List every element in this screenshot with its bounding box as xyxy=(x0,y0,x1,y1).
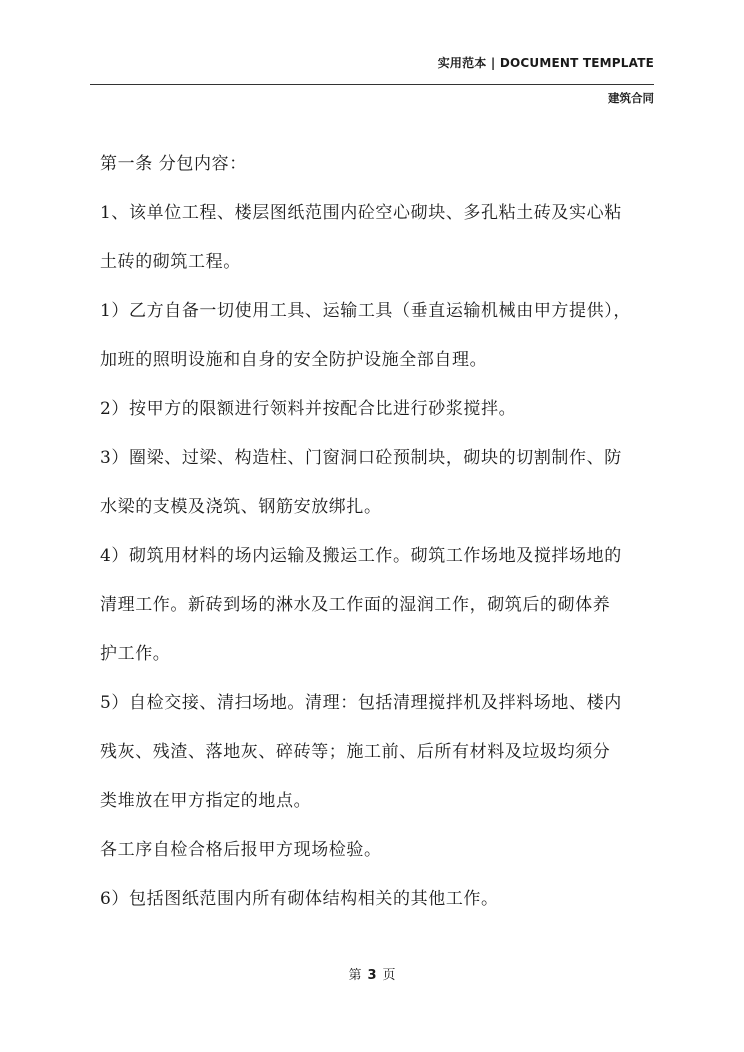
page-header xyxy=(90,50,654,85)
footer-prefix: 第 xyxy=(348,968,362,983)
page-footer xyxy=(0,964,744,983)
body-line: 清理工作。新砖到场的淋水及工作面的湿润工作，砌筑后的砌体养 xyxy=(100,595,611,615)
body-line: 水梁的支模及浇筑、钢筋安放绑扎。 xyxy=(100,497,382,517)
body-line: 加班的照明设施和自身的安全防护设施全部自理。 xyxy=(100,350,488,370)
header-title: 实用范本 | DOCUMENT TEMPLATE xyxy=(437,56,654,70)
body-line: 类堆放在甲方指定的地点。 xyxy=(100,791,312,811)
body-line: 2）按甲方的限额进行领料并按配合比进行砂浆搅拌。 xyxy=(100,399,517,419)
body-line: 3）圈梁、过梁、构造柱、门窗洞口砼预制块，砌块的切割制作、防 xyxy=(100,448,622,468)
body-line: 各工序自检合格后报甲方现场检验。 xyxy=(100,840,382,860)
footer-suffix: 页 xyxy=(382,968,396,983)
body-line: 护工作。 xyxy=(100,644,171,664)
body-line: 1、该单位工程、楼层图纸范围内砼空心砌块、多孔粘土砖及实心粘 xyxy=(100,203,622,223)
document-body xyxy=(100,140,656,924)
body-line: 4）砌筑用材料的场内运输及搬运工作。砌筑工作场地及搅拌场地的 xyxy=(100,546,622,566)
body-line: 5）自检交接、清扫场地。清理：包括清理搅拌机及拌料场地、楼内 xyxy=(100,693,622,713)
header-subtitle: 建筑合同 xyxy=(608,91,654,105)
body-line: 1）乙方自备一切使用工具、运输工具（垂直运输机械由甲方提供）， xyxy=(100,301,631,321)
section-heading: 第一条 分包内容： xyxy=(100,154,247,174)
page-number: 3 xyxy=(367,968,377,983)
body-line: 6）包括图纸范围内所有砌体结构相关的其他工作。 xyxy=(100,889,499,909)
body-line: 残灰、残渣、落地灰、碎砖等；施工前、后所有材料及垃圾均须分 xyxy=(100,742,611,762)
body-line: 土砖的砌筑工程。 xyxy=(100,252,241,272)
